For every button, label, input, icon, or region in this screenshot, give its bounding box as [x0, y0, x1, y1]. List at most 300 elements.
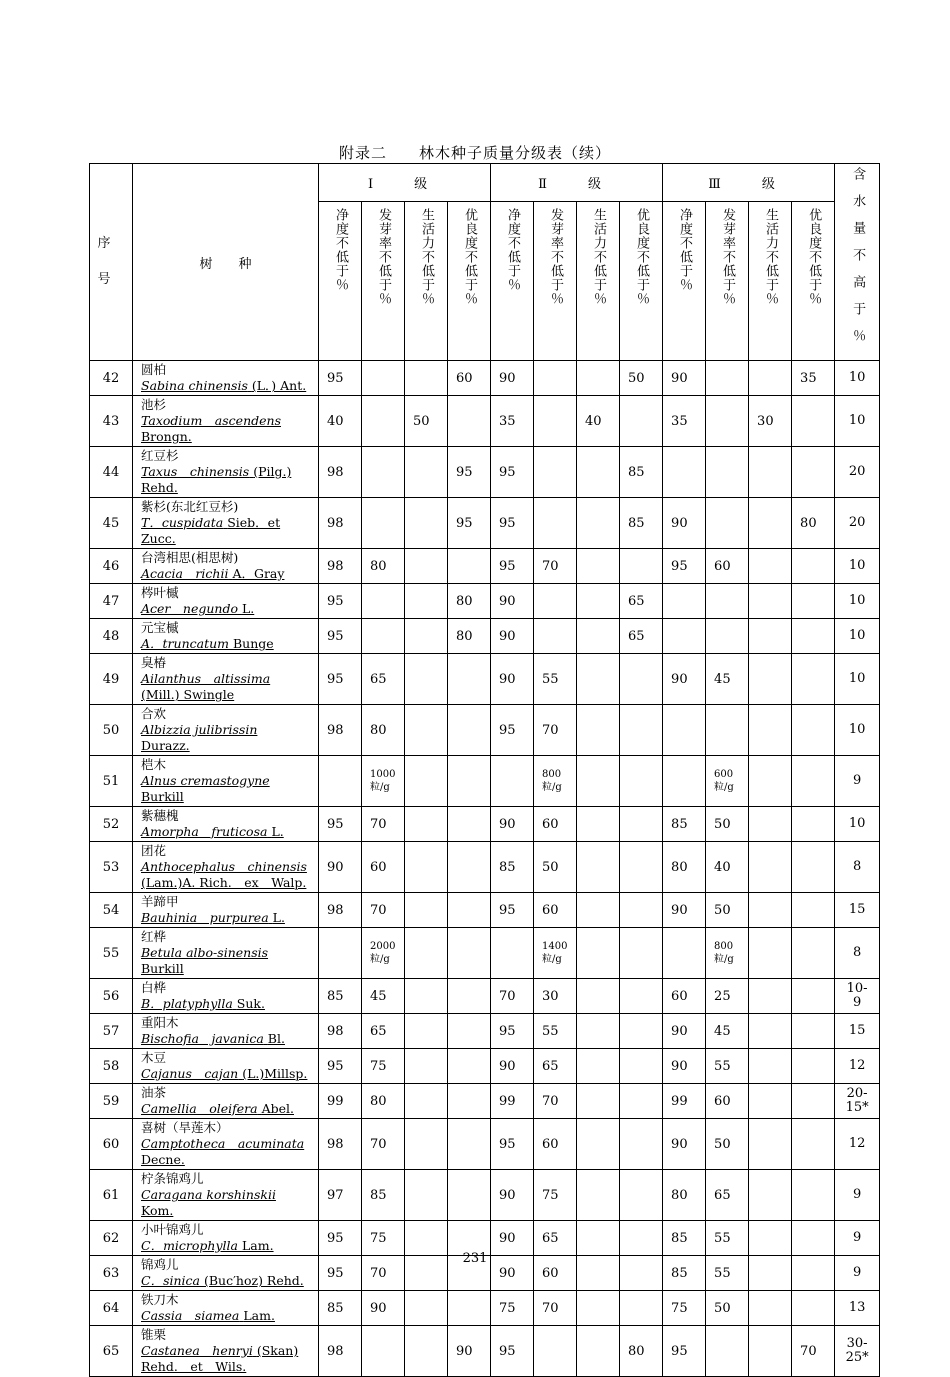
- species-author: (L.)Millsp.: [242, 1066, 308, 1081]
- species-cell: [133, 1014, 319, 1049]
- value-cell: 85: [663, 1221, 706, 1256]
- value-cell: [620, 1014, 663, 1049]
- value-cell: 90: [448, 1326, 491, 1377]
- value-cell: 95: [448, 447, 491, 498]
- value-cell: 95: [319, 654, 362, 705]
- value-cell: 90: [663, 1014, 706, 1049]
- value-cell: [448, 1049, 491, 1084]
- value-cell: 60: [362, 842, 405, 893]
- species-author: Bunge: [233, 636, 274, 651]
- species-author: Bl.: [267, 1031, 285, 1046]
- value-cell: [749, 842, 792, 893]
- species-chinese-name: 元宝槭: [141, 620, 179, 635]
- row-number: 52: [90, 807, 133, 842]
- value-cell: 99: [491, 1084, 534, 1119]
- species-author: A．Gray: [232, 566, 285, 581]
- species-author: Brongn.: [141, 429, 192, 444]
- value-cell: 55: [534, 1014, 577, 1049]
- species-author: Burkill: [141, 789, 184, 804]
- header-species: 树 种: [133, 164, 319, 361]
- value-cell: [319, 756, 362, 807]
- header-subcol: 生活力不低于％: [577, 201, 620, 360]
- species-cell: [133, 1084, 319, 1119]
- row-number: 65: [90, 1326, 133, 1377]
- species-author: Kom.: [141, 1203, 174, 1218]
- value-cell: [448, 1014, 491, 1049]
- value-cell: 98: [319, 1326, 362, 1377]
- moisture-cell: 8: [835, 928, 880, 979]
- table-row: [90, 361, 880, 396]
- moisture-cell: 10: [835, 549, 880, 584]
- value-cell: 95: [319, 1256, 362, 1291]
- value-cell: 30: [749, 396, 792, 447]
- species-latin-name: Camptotheca acuminata Decne.: [141, 1136, 305, 1167]
- species-latin-name: Sabina chinensis (L．) Ant.: [141, 378, 307, 393]
- table-row: [90, 1291, 880, 1326]
- value-cell: 50: [706, 1291, 749, 1326]
- species-author: Suk.: [236, 996, 265, 1011]
- table-row: [90, 654, 880, 705]
- value-cell: 90: [491, 584, 534, 619]
- value-cell: 95: [491, 1014, 534, 1049]
- table-row: [90, 1119, 880, 1170]
- value-cell: [749, 1326, 792, 1377]
- value-cell: 75: [362, 1049, 405, 1084]
- value-cell: [577, 361, 620, 396]
- value-cell: 98: [319, 893, 362, 928]
- value-cell: 35: [491, 396, 534, 447]
- value-cell: 60: [663, 979, 706, 1014]
- value-cell: 98: [319, 1119, 362, 1170]
- value-cell: [620, 928, 663, 979]
- value-cell: [706, 396, 749, 447]
- value-cell: [792, 842, 835, 893]
- value-cell: [448, 654, 491, 705]
- value-cell: [792, 928, 835, 979]
- value-cell: [749, 807, 792, 842]
- value-cell: [405, 928, 448, 979]
- value-cell: 90: [663, 1119, 706, 1170]
- value-cell: 60: [448, 361, 491, 396]
- value-cell: 98: [319, 498, 362, 549]
- table-row: [90, 619, 880, 654]
- value-cell: [534, 396, 577, 447]
- value-cell: 75: [534, 1170, 577, 1221]
- header-subcol: 优良度不低于％: [792, 201, 835, 360]
- species-cell: [133, 705, 319, 756]
- value-cell: [534, 447, 577, 498]
- value-cell: 90: [663, 654, 706, 705]
- table-row: [90, 1049, 880, 1084]
- value-cell: [405, 842, 448, 893]
- value-cell: [448, 842, 491, 893]
- value-cell: [792, 396, 835, 447]
- value-cell: [620, 1119, 663, 1170]
- value-cell: [448, 928, 491, 979]
- value-cell: [405, 756, 448, 807]
- value-cell: [749, 705, 792, 756]
- value-cell: [706, 447, 749, 498]
- value-cell: [620, 979, 663, 1014]
- value-cell: 98: [319, 549, 362, 584]
- species-author: L.: [271, 824, 284, 839]
- value-cell: 80: [663, 1170, 706, 1221]
- value-cell: [620, 1170, 663, 1221]
- species-cell: [133, 396, 319, 447]
- value-cell: 70: [362, 807, 405, 842]
- species-latin-name: Bischofia javanica Bl.: [141, 1031, 285, 1046]
- value-cell: 60: [706, 1084, 749, 1119]
- moisture-cell: 10: [835, 396, 880, 447]
- species-chinese-name: 铁刀木: [141, 1292, 179, 1307]
- species-author: L.: [241, 601, 255, 616]
- value-cell: [405, 807, 448, 842]
- value-cell: [362, 498, 405, 549]
- value-cell: [792, 447, 835, 498]
- header-moisture: 含水量不高于％: [835, 164, 880, 361]
- value-cell: 95: [319, 619, 362, 654]
- moisture-cell: 12: [835, 1119, 880, 1170]
- value-cell: 65: [620, 619, 663, 654]
- value-cell: [706, 498, 749, 549]
- table-row: [90, 928, 880, 979]
- value-cell: 55: [706, 1256, 749, 1291]
- value-cell: 65: [620, 584, 663, 619]
- value-cell: 80: [663, 842, 706, 893]
- value-cell: 98: [319, 447, 362, 498]
- species-author: (Skan) Rehd. et Wils.: [141, 1343, 299, 1374]
- row-number: 51: [90, 756, 133, 807]
- moisture-cell: 8: [835, 842, 880, 893]
- value-cell: [792, 654, 835, 705]
- value-cell: 95: [319, 1221, 362, 1256]
- value-cell: [620, 893, 663, 928]
- value-cell: 85: [663, 1256, 706, 1291]
- value-cell: [749, 361, 792, 396]
- value-cell: 98: [319, 1014, 362, 1049]
- species-latin-name: B．platyphylla Suk.: [141, 996, 265, 1011]
- value-cell: [706, 1326, 749, 1377]
- species-author: Sieb．et Zucc.: [141, 515, 281, 546]
- value-cell: [405, 654, 448, 705]
- header-subcol: 生活力不低于％: [749, 201, 792, 360]
- moisture-cell: 10: [835, 807, 880, 842]
- value-cell: [577, 756, 620, 807]
- value-cell: [577, 1119, 620, 1170]
- moisture-cell: 9: [835, 1256, 880, 1291]
- moisture-cell: 20- 15*: [835, 1084, 880, 1119]
- value-cell: [405, 893, 448, 928]
- row-number: 45: [90, 498, 133, 549]
- value-cell: 50: [706, 893, 749, 928]
- species-cell: [133, 361, 319, 396]
- value-cell: 70: [362, 1119, 405, 1170]
- species-latin-name: Cassia siamea Lam.: [141, 1308, 275, 1323]
- value-cell: 2000 粒/g: [362, 928, 405, 979]
- value-cell: 50: [405, 396, 448, 447]
- value-cell: [405, 705, 448, 756]
- value-cell: [749, 1084, 792, 1119]
- value-cell: 80: [620, 1326, 663, 1377]
- table-row: [90, 1326, 880, 1377]
- value-cell: [405, 619, 448, 654]
- value-cell: [620, 842, 663, 893]
- value-cell: [448, 1291, 491, 1326]
- value-cell: [577, 1084, 620, 1119]
- moisture-cell: 10: [835, 619, 880, 654]
- value-cell: [362, 619, 405, 654]
- value-cell: 70: [534, 1291, 577, 1326]
- value-cell: [577, 1170, 620, 1221]
- value-cell: 55: [706, 1049, 749, 1084]
- moisture-cell: 15: [835, 1014, 880, 1049]
- value-cell: [448, 1084, 491, 1119]
- value-cell: 95: [491, 1119, 534, 1170]
- row-number: 55: [90, 928, 133, 979]
- species-cell: [133, 498, 319, 549]
- value-cell: [749, 928, 792, 979]
- value-cell: 1400 粒/g: [534, 928, 577, 979]
- value-cell: 95: [663, 1326, 706, 1377]
- species-author: (Pilg.) Rehd.: [141, 464, 292, 495]
- value-cell: 90: [491, 1170, 534, 1221]
- value-cell: [405, 584, 448, 619]
- species-latin-name: Acer negundo L.: [141, 601, 255, 616]
- value-cell: [362, 361, 405, 396]
- species-latin-name: Cajanus cajan (L.)Millsp.: [141, 1066, 308, 1081]
- moisture-cell: 10: [835, 361, 880, 396]
- species-cell: [133, 979, 319, 1014]
- species-cell: [133, 1119, 319, 1170]
- value-cell: 70: [491, 979, 534, 1014]
- value-cell: [792, 979, 835, 1014]
- species-cell: [133, 756, 319, 807]
- value-cell: [577, 928, 620, 979]
- row-number: 44: [90, 447, 133, 498]
- value-cell: [577, 705, 620, 756]
- value-cell: [749, 619, 792, 654]
- value-cell: [620, 654, 663, 705]
- value-cell: 65: [706, 1170, 749, 1221]
- row-number: 64: [90, 1291, 133, 1326]
- value-cell: [792, 893, 835, 928]
- value-cell: [534, 361, 577, 396]
- species-chinese-name: 重阳木: [141, 1015, 179, 1030]
- value-cell: 90: [491, 361, 534, 396]
- row-number: 43: [90, 396, 133, 447]
- value-cell: [577, 447, 620, 498]
- value-cell: 35: [663, 396, 706, 447]
- species-latin-name: A．truncatum Bunge: [141, 636, 274, 651]
- value-cell: [577, 584, 620, 619]
- value-cell: [405, 1170, 448, 1221]
- species-latin-name: Bauhinia purpurea L.: [141, 910, 285, 925]
- moisture-cell: 20: [835, 447, 880, 498]
- value-cell: 80: [362, 705, 405, 756]
- value-cell: 90: [491, 619, 534, 654]
- value-cell: [706, 584, 749, 619]
- value-cell: [405, 1014, 448, 1049]
- header-subcol: 发芽率不低于％: [534, 201, 577, 360]
- value-cell: [663, 756, 706, 807]
- moisture-cell: 10: [835, 705, 880, 756]
- value-cell: [792, 705, 835, 756]
- value-cell: 95: [663, 549, 706, 584]
- header-subcol: 发芽率不低于％: [706, 201, 749, 360]
- value-cell: [577, 498, 620, 549]
- table-row: [90, 979, 880, 1014]
- species-cell: [133, 842, 319, 893]
- species-chinese-name: 木豆: [141, 1050, 167, 1065]
- value-cell: 65: [362, 654, 405, 705]
- species-chinese-name: 团花: [141, 843, 167, 858]
- species-chinese-name: 喜树（旱莲木）: [141, 1120, 229, 1135]
- table-row: [90, 1170, 880, 1221]
- row-number: 49: [90, 654, 133, 705]
- value-cell: [792, 584, 835, 619]
- species-latin-name: Castanea henryi (Skan) Rehd. et Wils.: [141, 1343, 299, 1374]
- value-cell: [362, 584, 405, 619]
- value-cell: 75: [362, 1221, 405, 1256]
- value-cell: 80: [792, 498, 835, 549]
- row-number: 42: [90, 361, 133, 396]
- value-cell: [749, 1291, 792, 1326]
- species-cell: [133, 584, 319, 619]
- value-cell: [663, 928, 706, 979]
- value-cell: 50: [706, 1119, 749, 1170]
- value-cell: 800 粒/g: [706, 928, 749, 979]
- species-cell: [133, 928, 319, 979]
- value-cell: [663, 447, 706, 498]
- row-number: 60: [90, 1119, 133, 1170]
- species-cell: [133, 1291, 319, 1326]
- value-cell: [792, 1049, 835, 1084]
- value-cell: [663, 584, 706, 619]
- table-row: [90, 842, 880, 893]
- row-number: 63: [90, 1256, 133, 1291]
- value-cell: [362, 1326, 405, 1377]
- value-cell: [577, 1326, 620, 1377]
- value-cell: [577, 619, 620, 654]
- species-cell: [133, 619, 319, 654]
- value-cell: 80: [362, 1084, 405, 1119]
- species-chinese-name: 小叶锦鸡儿: [141, 1222, 204, 1237]
- moisture-cell: 9: [835, 1221, 880, 1256]
- value-cell: 50: [706, 807, 749, 842]
- species-latin-name: C．sinica (Buc′hoz) Rehd.: [141, 1273, 304, 1288]
- species-cell: [133, 549, 319, 584]
- table-row: [90, 584, 880, 619]
- row-number: 46: [90, 549, 133, 584]
- species-latin-name: Taxodium ascendens Brongn.: [141, 413, 281, 444]
- header-grade-2: Ⅱ 级: [491, 164, 663, 202]
- species-chinese-name: 油茶: [141, 1085, 167, 1100]
- header-grade-1: Ⅰ 级: [319, 164, 491, 202]
- species-chinese-name: 紫杉(东北红豆杉): [141, 499, 239, 514]
- table-row: [90, 549, 880, 584]
- value-cell: 90: [319, 842, 362, 893]
- species-author: (L．) Ant.: [251, 378, 307, 393]
- species-chinese-name: 柠条锦鸡儿: [141, 1171, 204, 1186]
- seed-quality-table: [89, 163, 880, 1377]
- value-cell: [491, 756, 534, 807]
- value-cell: 95: [491, 549, 534, 584]
- species-author: Durazz.: [141, 738, 190, 753]
- value-cell: 85: [319, 1291, 362, 1326]
- species-chinese-name: 羊蹄甲: [141, 894, 179, 909]
- table-row: [90, 756, 880, 807]
- species-author: Decne.: [141, 1152, 185, 1167]
- value-cell: 55: [534, 654, 577, 705]
- row-number: 50: [90, 705, 133, 756]
- value-cell: [534, 584, 577, 619]
- value-cell: 600 粒/g: [706, 756, 749, 807]
- species-author: L.: [272, 910, 285, 925]
- value-cell: 35: [792, 361, 835, 396]
- value-cell: [448, 893, 491, 928]
- value-cell: 60: [534, 893, 577, 928]
- value-cell: [620, 807, 663, 842]
- value-cell: [749, 1170, 792, 1221]
- species-latin-name: C．microphylla Lam.: [141, 1238, 274, 1253]
- value-cell: [620, 549, 663, 584]
- value-cell: 65: [534, 1221, 577, 1256]
- species-cell: [133, 807, 319, 842]
- row-number: 48: [90, 619, 133, 654]
- species-chinese-name: 合欢: [141, 706, 167, 721]
- value-cell: [448, 1170, 491, 1221]
- value-cell: [792, 1291, 835, 1326]
- row-number: 47: [90, 584, 133, 619]
- value-cell: 40: [577, 396, 620, 447]
- value-cell: [405, 447, 448, 498]
- value-cell: 95: [319, 361, 362, 396]
- value-cell: [792, 1170, 835, 1221]
- value-cell: [749, 1049, 792, 1084]
- row-number: 59: [90, 1084, 133, 1119]
- value-cell: 45: [706, 654, 749, 705]
- value-cell: 95: [448, 498, 491, 549]
- species-latin-name: Taxus chinensis (Pilg.) Rehd.: [141, 464, 292, 495]
- value-cell: 95: [491, 705, 534, 756]
- value-cell: 85: [663, 807, 706, 842]
- row-number: 56: [90, 979, 133, 1014]
- value-cell: [448, 549, 491, 584]
- species-author: Burkill: [141, 961, 184, 976]
- species-chinese-name: 桤木: [141, 757, 167, 772]
- value-cell: 25: [706, 979, 749, 1014]
- value-cell: [405, 549, 448, 584]
- species-chinese-name: 紫穗槐: [141, 808, 179, 823]
- value-cell: 95: [491, 447, 534, 498]
- value-cell: [405, 1326, 448, 1377]
- species-cell: [133, 447, 319, 498]
- value-cell: [749, 893, 792, 928]
- value-cell: 40: [706, 842, 749, 893]
- value-cell: 90: [663, 1049, 706, 1084]
- value-cell: 70: [534, 705, 577, 756]
- value-cell: [534, 619, 577, 654]
- species-author: (Lam.)A. Rich. ex Walp.: [141, 875, 307, 890]
- value-cell: [706, 619, 749, 654]
- species-latin-name: Acacia richii A．Gray: [141, 566, 285, 581]
- value-cell: 90: [663, 893, 706, 928]
- value-cell: [448, 705, 491, 756]
- species-latin-name: Caragana korshinskii Kom.: [141, 1187, 276, 1218]
- value-cell: [448, 756, 491, 807]
- species-latin-name: Albizzia julibrissin Durazz.: [141, 722, 258, 753]
- value-cell: [448, 979, 491, 1014]
